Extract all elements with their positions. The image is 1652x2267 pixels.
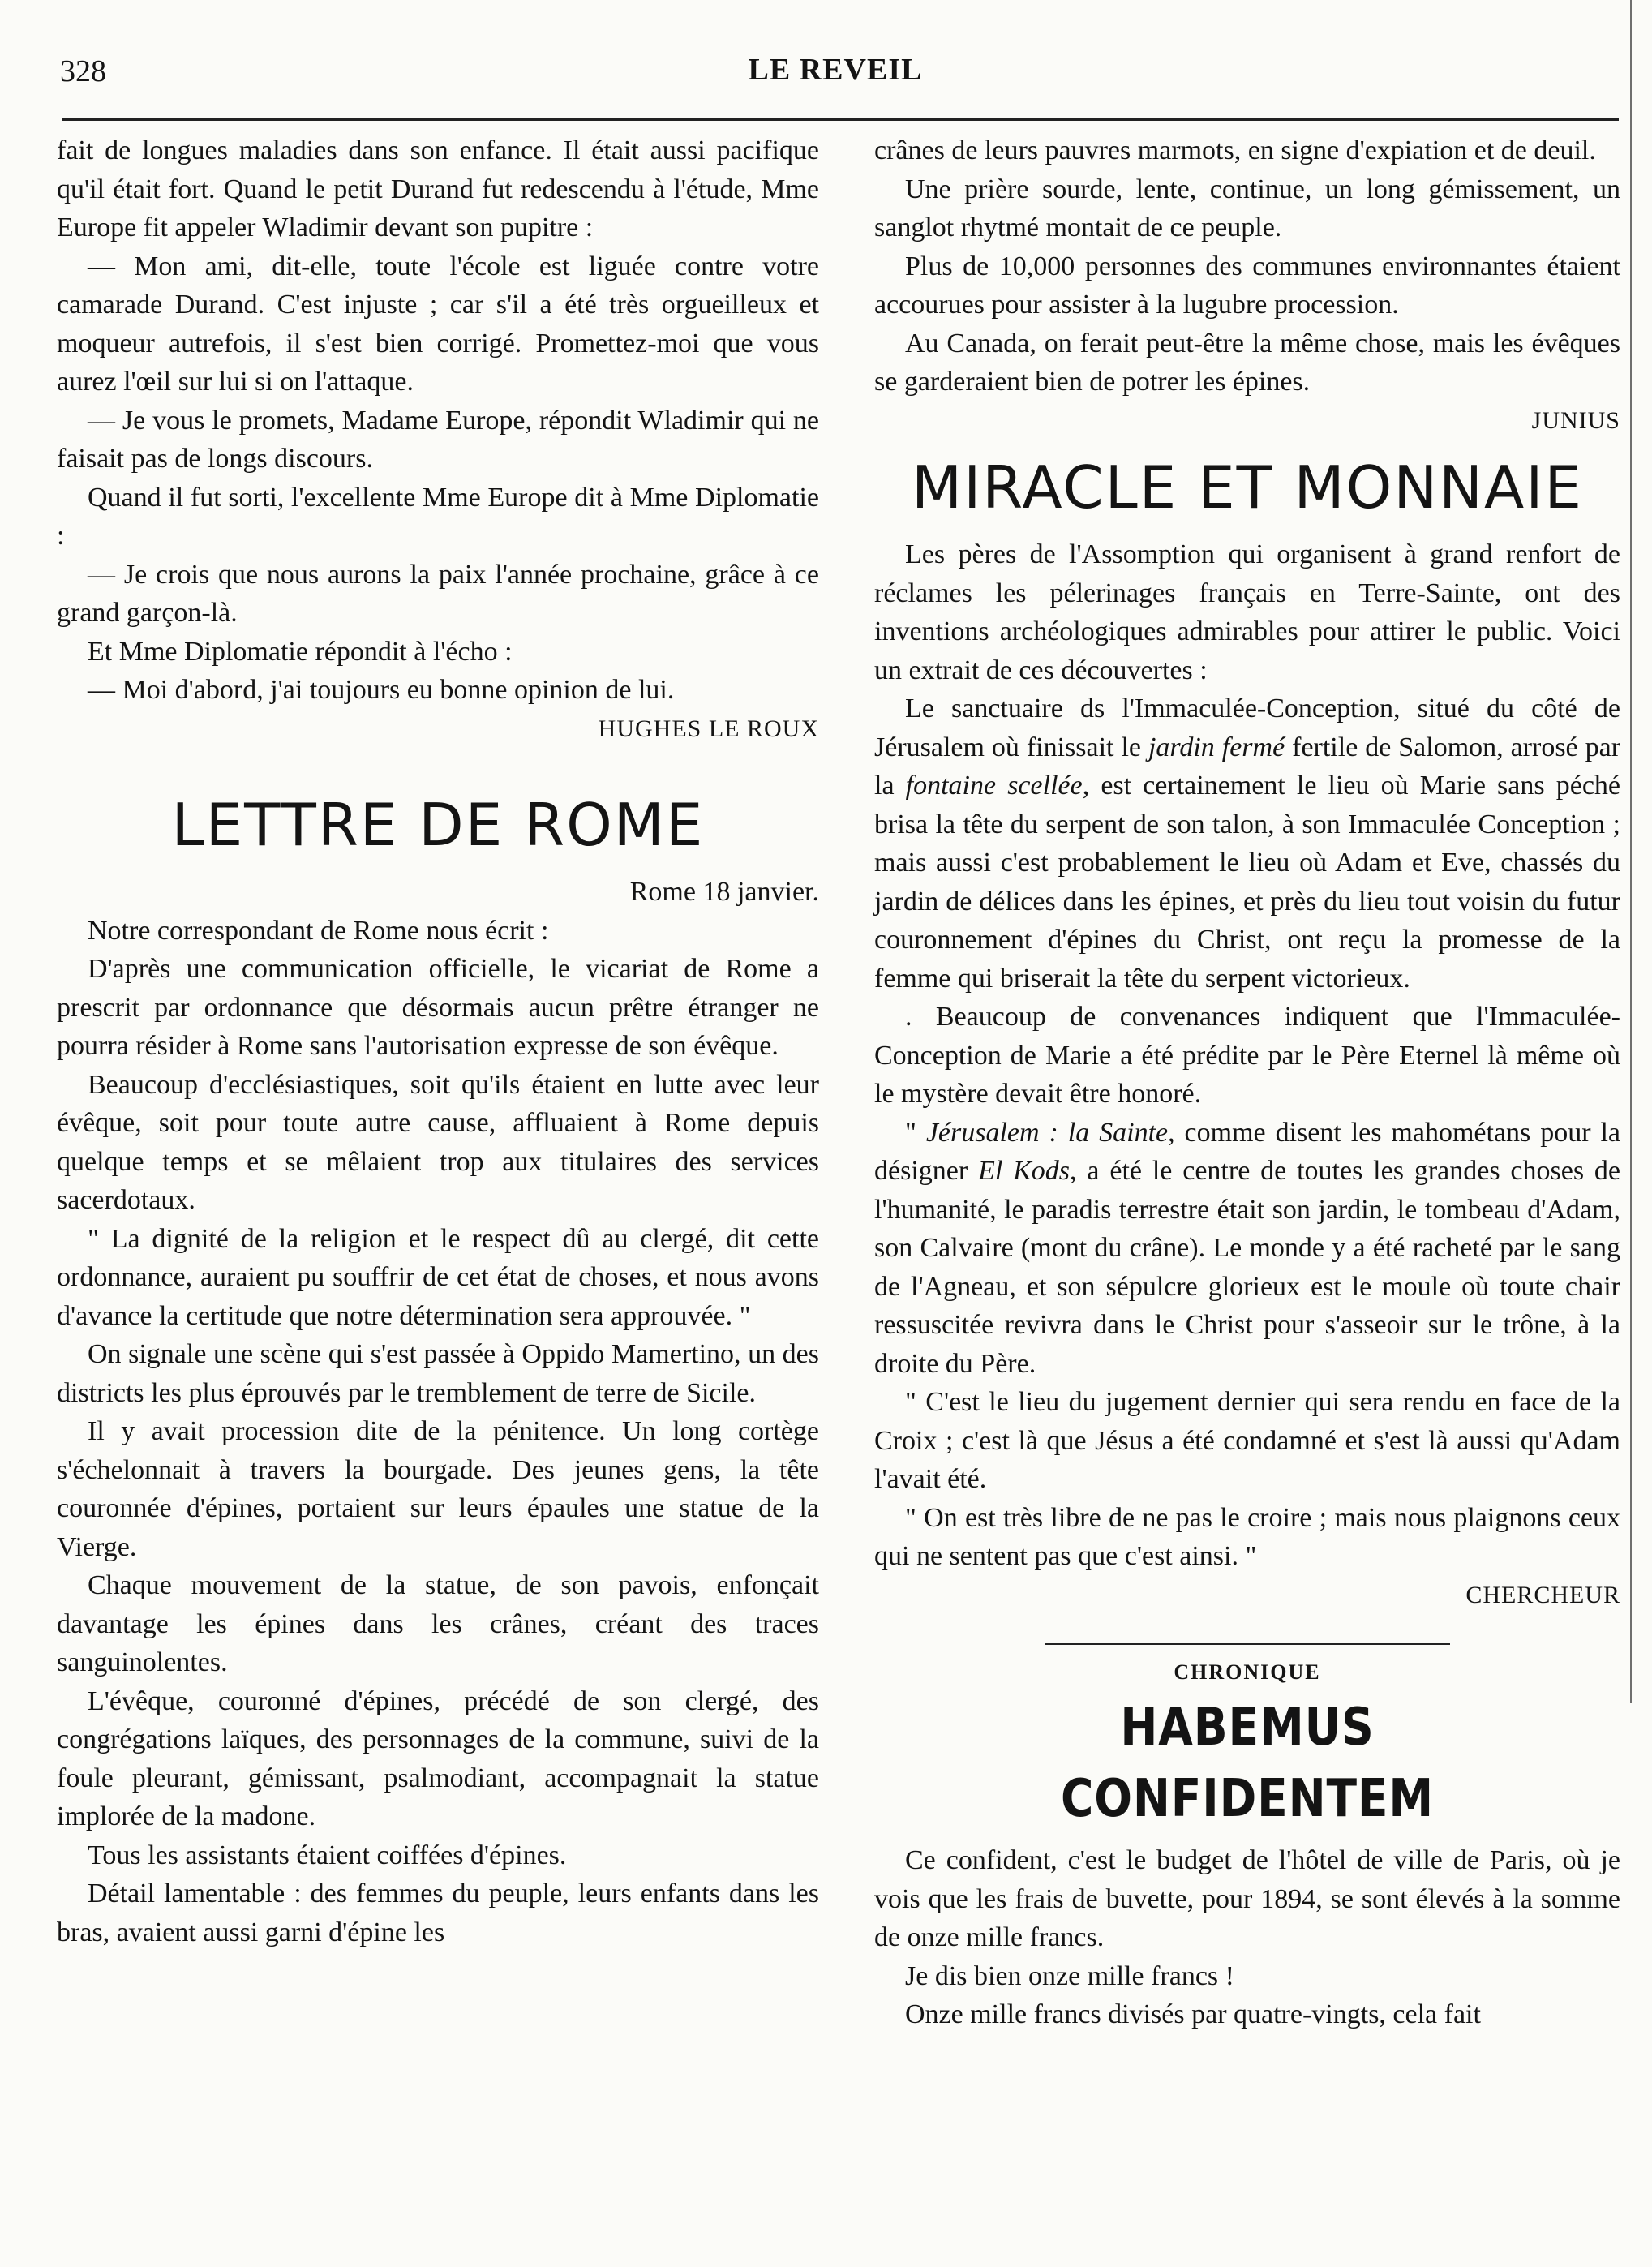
paragraph: Onze mille francs divisés par quatre-vingts, cela fait: [905, 1999, 1481, 2029]
italic-run: Jérusalem : la Sainte: [925, 1117, 1169, 1148]
page-number: 328: [60, 54, 106, 88]
paragraph: Détail lamentable : des femmes du peuple, leurs enfants dans les bras, avaient aussi garni d'épine les: [57, 1878, 819, 1947]
paragraph: D'après une communication officielle, le vicariat de Rome a prescrit par ordonnance que désormais aucun prêtre étranger ne pourra résider à Rome sans l'autorisation expresse de son évêque.: [57, 954, 819, 1061]
paragraph: " C'est le lieu du jugement dernier qui sera rendu en face de la Croix ; c'est là que Jésus a été condamné et s'est là aussi qu'Adam l'avait été.: [874, 1387, 1620, 1494]
section-rule: [1045, 1643, 1450, 1645]
paragraph: fait de longues maladies dans son enfance. Il était aussi pacifique qu'il était fort. Quand le petit Durand fut redescendu à l'étude, Mme Europe fit appeler Wladimir devant son pupitre :: [57, 135, 819, 243]
text-run: , a été le centre de toutes les grandes choses de l'humanité, le paradis terrestre était son jardin, le tombeau d'Adam, son Calvaire (mont du crâne). Le monde y a été racheté par le sang de l'Agneau, et son sépulcre glorieux est le moule où toute chair ressuscitée revivra dans le Christ pour s'asseoir sur le trône, à la droite du Père.: [874, 1156, 1621, 1379]
paragraph: . Beaucoup de convenances indiquent que l'Immaculée-Conception de Marie a été prédite par le Père Eternel là même où le mystère devait être honoré.: [874, 1002, 1620, 1109]
paragraph: Une prière sourde, lente, continue, un long gémissement, un sanglot rhytmé montait de ce peuple.: [874, 174, 1620, 243]
paragraph: Beaucoup d'ecclésiastiques, soit qu'ils étaient en lutte avec leur évêque, soit pour toute autre cause, affluaient à Rome depuis quelque temps et se mêlaient trop aux titulaires des services sacerdotaux.: [57, 1069, 819, 1215]
paragraph: — Je crois que nous aurons la paix l'année prochaine, grâce à ce grand garçon-là.: [57, 559, 819, 628]
paragraph: Je dis bien onze mille francs !: [905, 1960, 1234, 1991]
header-rule: [62, 118, 1619, 121]
newspaper-title: LE REVEIL: [748, 53, 923, 87]
paragraph: crânes de leurs pauvres marmots, en signe d'expiation et de deuil.: [874, 135, 1596, 165]
paragraph: Il y avait procession dite de la pénitence. Un long cortège s'échelonnait à travers la bourgade. Des jeunes gens, la tête couronnée d'épines, portaient sur leurs épaules une statue de la Vierge.: [57, 1416, 819, 1562]
dateline: Rome 18 janvier.: [629, 877, 819, 907]
page-header: [57, 47, 1614, 96]
italic-run: fontaine scellée: [905, 771, 1083, 801]
text-run: , est certainement le lieu où Marie sans péché brisa la tête du serpent de son talon, à son Immaculée Conception ; mais aussi c'est probablement le lieu où Adam et Eve, chassés du jardin de délices dans les épines, et près du lieu tout voisin du futur couronnement d'épines du Christ, ont reçu la promesse de la femme qui briserait la tête du serpent victorieux.: [874, 771, 1620, 994]
paragraph: L'évêque, couronné d'épines, précédé de son clergé, des congrégations laïques, des personnages de la commune, suivi de la foule pleurant, gémissant, psalmodiant, accompagnait la statue implorée de la madone.: [57, 1685, 819, 1831]
right-edge-rule: [1630, 0, 1632, 1703]
paragraph: Chaque mouvement de la statue, de son pavois, enfonçait davantage les épines dans les crânes, créant des traces sanguinolentes.: [57, 1570, 819, 1677]
paragraph: Ce confident, c'est le budget de l'hôtel de ville de Paris, où je vois que les frais de buvette, pour 1894, se sont élevés à la somme de onze mille francs.: [874, 1845, 1620, 1952]
italic-run: El Kods: [978, 1156, 1071, 1186]
paragraph: Au Canada, on ferait peut-être la même chose, mais les évêques se garderaient bien de potrer les épines.: [874, 328, 1620, 397]
paragraph: Notre correspondant de Rome nous écrit :: [88, 915, 549, 946]
text-run: Le sanctuaire ds l'Immaculée-Conception, situé du côté de Jérusalem où finissait le: [874, 693, 1620, 762]
article-heading: HABEMUS CONFIDENTEM: [1060, 1698, 1435, 1829]
paragraph: " La dignité de la religion et le respect dû au clergé, dit cette ordonnance, auraient pu souffrir de cet état de choses, et nous avons d'avance la certitude que notre détermination sera approuvée. ": [57, 1223, 819, 1331]
text-run: ": [905, 1117, 926, 1148]
paragraph: — Mon ami, dit-elle, toute l'école est liguée contre votre camarade Durand. C'est injuste ; car s'il a été très orgueilleux et moqueur autrefois, il s'est bien corrigé. Promettez-moi que vous aurez l'œil sur lui si on l'attaque.: [57, 251, 819, 397]
right-column: [874, 131, 1620, 2034]
article-heading: MIRACLE ET MONNAIE: [911, 453, 1584, 522]
byline: JUNIUS: [1531, 406, 1620, 434]
paragraph: [874, 689, 1620, 998]
paragraph: — Moi d'abord, j'ai toujours eu bonne opinion de lui.: [88, 675, 675, 705]
section-kicker: CHRONIQUE: [1174, 1660, 1321, 1684]
article-heading: LETTRE DE ROME: [171, 791, 705, 859]
left-column: [57, 131, 819, 1951]
paragraph: [874, 1114, 1620, 1384]
paragraph: Tous les assistants étaient coiffées d'épines.: [88, 1840, 567, 1870]
paragraph: Les pères de l'Assomption qui organisent à grand renfort de réclames les pélerinages français en Terre-Sainte, ont des inventions archéologiques admirables pour attirer le public. Voici un extrait de ces découvertes :: [874, 539, 1620, 685]
text-run: , comme disent les mahométans pour la désigner: [874, 1117, 1620, 1186]
paragraph: Plus de 10,000 personnes des communes environnantes étaient accourues pour assister à la lugubre procession.: [874, 251, 1620, 320]
paragraph: Quand il fut sorti, l'excellente Mme Europe dit à Mme Diplomatie :: [57, 482, 819, 551]
paragraph: — Je vous le promets, Madame Europe, répondit Wladimir qui ne faisait pas de longs discours.: [57, 405, 819, 474]
byline: CHERCHEUR: [1465, 1581, 1620, 1608]
text-run: fertile de Salomon, arrosé par la: [874, 732, 1621, 801]
paragraph: " On est très libre de ne pas le croire ; mais nous plaignons ceux qui ne sentent pas que c'est ainsi. ": [874, 1502, 1620, 1571]
byline: HUGHES LE ROUX: [598, 715, 819, 742]
italic-run: jardin fermé: [1148, 732, 1285, 762]
paragraph: On signale une scène qui s'est passée à Oppido Mamertino, un des districts les plus éprouvés par le tremblement de terre de Sicile.: [57, 1339, 819, 1408]
paragraph: Et Mme Diplomatie répondit à l'écho :: [88, 636, 513, 667]
